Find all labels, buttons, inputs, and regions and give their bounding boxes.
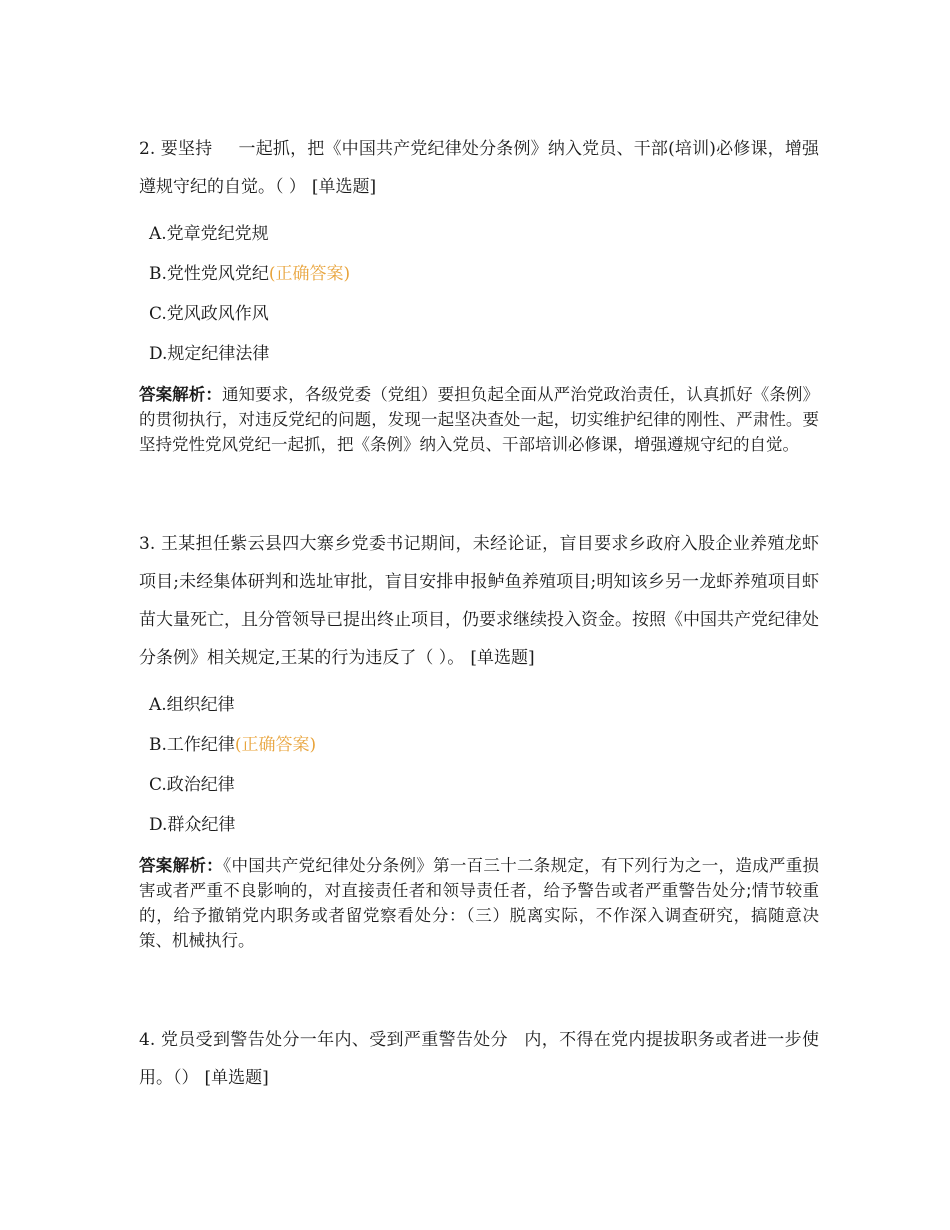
- correct-answer-mark: (正确答案): [234, 735, 317, 755]
- option-text: C.党风政风作风: [149, 304, 269, 324]
- question-4-stem-part-1: 4. 党员受到警告处分一年内、受到严重警告处分: [139, 1030, 509, 1050]
- question-2-option-d[interactable]: [149, 334, 819, 374]
- document-page: [139, 130, 819, 1097]
- question-2-stem-part-1: 2. 要坚持: [139, 139, 213, 159]
- question-3-stem-text: 3. 王某担任紫云县四大寨乡党委书记期间，未经论证，盲目要求乡政府入股企业养殖龙虾项目;未经集体研判和选址审批，盲目安排申报鲈鱼养殖项目;明知该乡另一龙虾养殖项目虾苗大量死亡，且分管领导已提出终止项目，仍要求继续投入资金。按照《中国共产党纪律处分条例》相关规定,王某的行为违反了（ ）。: [139, 534, 819, 668]
- question-3-option-c[interactable]: [149, 765, 819, 805]
- question-2-option-a[interactable]: [149, 214, 819, 254]
- question-4-type: [单选题]: [204, 1068, 269, 1088]
- question-3-option-d[interactable]: [149, 805, 819, 845]
- question-2-analysis: [139, 382, 819, 457]
- question-2-option-b[interactable]: [149, 254, 819, 294]
- option-text: C.政治纪律: [149, 775, 235, 795]
- analysis-text: 《中国共产党纪律处分条例》第一百三十二条规定，有下列行为之一，造成严重损害或者严重不良影响的，对直接责任者和领导责任者，给予警告或者严重警告处分;情节较重的，给予撤销党内职务或者留党察看处分：（三）脱离实际，不作深入调查研究，搞随意决策、机械执行。: [139, 856, 819, 950]
- question-4: [139, 1021, 819, 1097]
- correct-answer-mark: (正确答案): [268, 264, 351, 284]
- option-text: B.党性党风党纪: [149, 264, 269, 284]
- question-2-type: [单选题]: [311, 177, 377, 197]
- option-text: A.党章党纪党规: [149, 224, 269, 244]
- question-3-option-b[interactable]: [149, 725, 819, 765]
- option-text: A.组织纪律: [149, 695, 235, 715]
- question-3-analysis: [139, 853, 819, 953]
- analysis-label: 答案解析：: [139, 385, 222, 404]
- question-2-options: [139, 214, 819, 374]
- question-2-stem: [139, 130, 819, 206]
- question-3-type: [单选题]: [470, 648, 535, 668]
- question-2: [139, 130, 819, 457]
- analysis-text: 通知要求，各级党委（党组）要担负起全面从严治党政治责任，认真抓好《条例》的贯彻执行，对违反党纪的问题，发现一起坚决查处一起，切实维护纪律的刚性、严肃性。要坚持党性党风党纪一起抓，把《条例》纳入党员、干部培训必修课，增强遵规守纪的自觉。: [139, 385, 819, 454]
- question-3-option-a[interactable]: [149, 685, 819, 725]
- analysis-label: 答案解析：: [139, 856, 223, 875]
- option-text: B.工作纪律: [149, 735, 235, 755]
- question-3-options: [139, 685, 819, 845]
- question-2-option-c[interactable]: [149, 294, 819, 334]
- question-3-stem: [139, 525, 819, 677]
- question-2-stem-part-2: 一起抓，把《中国共产党纪律处分条例》纳入党员、干部(培训)必修课，增强遵规守纪的自觉。（ ）: [139, 139, 820, 197]
- question-4-stem-part-2: 内，不得在党内提拔职务或者进一步使用。（）: [139, 1030, 819, 1088]
- question-4-stem: [139, 1021, 819, 1097]
- option-text: D.规定纪律法律: [149, 344, 270, 364]
- option-text: D.群众纪律: [149, 815, 236, 835]
- question-3: [139, 525, 819, 953]
